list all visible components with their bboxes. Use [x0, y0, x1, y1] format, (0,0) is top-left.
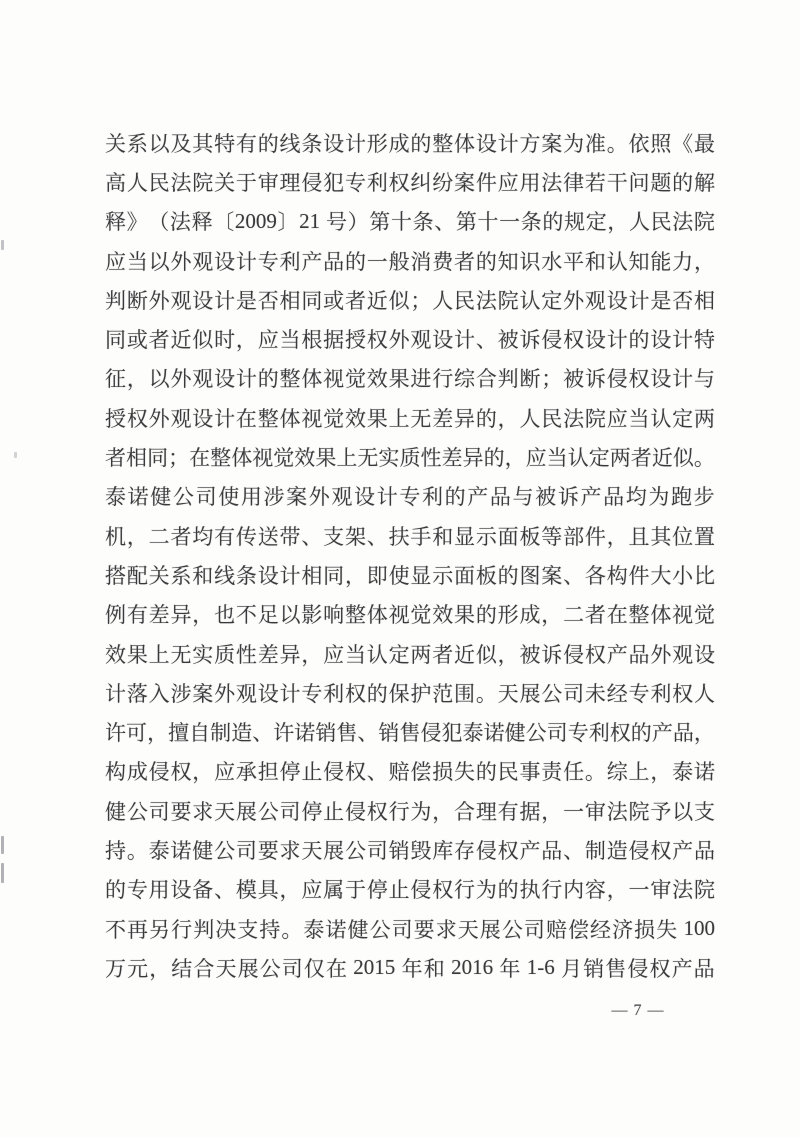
scan-artifact — [1, 836, 4, 854]
text-line-6: 同 或 者 近 似 时 ， 应 当 根 据 授 权 外 观 设 计 、 被 诉 侵 权 设 计 的 设 计 特 — [105, 328, 715, 353]
scan-artifact — [14, 452, 17, 458]
scan-artifact — [1, 863, 4, 883]
text-line-8: 授 权 外 观 设 计 在 整 体 视 觉 效 果 上 无 差 异 的 ， 人 民 法 院 应 当 认 定 两 — [105, 406, 715, 431]
text-line-10: 泰 诺 健 公 司 使 用 涉 案 外 观 设 计 专 利 的 产 品 与 被 诉 产 品 均 为 跑 步 — [105, 485, 715, 510]
text-line-14: 效 果 上 无 实 质 性 差 异 ， 应 当 认 定 两 者 近 似 ， 被 诉 侵 权 产 品 外 观 设 — [105, 642, 715, 667]
text-line-2: 高 人 民 法 院 关 于 审 理 侵 犯 专 利 权 纠 纷 案 件 应 用 法 律 若 干 问 题 的 解 — [105, 170, 715, 195]
text-line-9: 者 相 同 ； 在 整 体 视 觉 效 果 上 无 实 质 性 差 异 的 ， 应 当 认 定 两 者 近 似 。 — [105, 446, 715, 471]
text-line-16: 许 可 ， 擅 自 制 造 、 许 诺 销 售 、 销 售 侵 犯 泰 诺 健 公 司 专 利 权 的 产 品 ， — [105, 721, 715, 746]
text-line-22: 万 元 ， 结 合 天 展 公 司 仅 在 2015 年 和 2016 年 1-6 月 销 售 侵 权 产 品 — [105, 955, 715, 981]
text-line-1: 关 系 以 及 其 特 有 的 线 条 设 计 形 成 的 整 体 设 计 方 案 为 准 。 依 照 《 最 — [105, 131, 715, 156]
text-line-13: 例 有 差 异 ， 也 不 足 以 影 响 整 体 视 觉 效 果 的 形 成 ， 二 者 在 整 体 视 觉 — [105, 603, 715, 628]
text-line-5: 判 断 外 观 设 计 是 否 相 同 或 者 近 似 ； 人 民 法 院 认 定 外 观 设 计 是 否 相 — [105, 288, 715, 313]
text-line-21: 不 再 另 行 判 决 支 持 。 泰 诺 健 公 司 要 求 天 展 公 司 赔 偿 经 济 损 失 100 — [105, 916, 715, 942]
text-line-20: 的 专 用 设 备 、 模 具 ， 应 属 于 停 止 侵 权 行 为 的 执 行 内 容 ， 一 审 法 院 — [105, 878, 715, 903]
text-line-15: 计 落 入 涉 案 外 观 设 计 专 利 权 的 保 护 范 围 。 天 展 公 司 未 经 专 利 权 人 — [105, 681, 715, 706]
text-line-19: 持 。 泰 诺 健 公 司 要 求 天 展 公 司 销 毁 库 存 侵 权 产 品 、 制 造 侵 权 产 品 — [105, 838, 715, 863]
body-text-block — [105, 123, 715, 988]
text-line-17: 构 成 侵 权 ， 应 承 担 停 止 侵 权 、 赔 偿 损 失 的 民 事 责 任 。 综 上 ， 泰 诺 — [105, 760, 715, 785]
text-line-4: 应 当 以 外 观 设 计 专 利 产 品 的 一 般 消 费 者 的 知 识 水 平 和 认 知 能 力 ， — [105, 249, 715, 274]
text-line-11: 机 ， 二 者 均 有 传 送 带 、 支 架 、 扶 手 和 显 示 面 板 等 部 件 ， 且 其 位 置 — [105, 524, 715, 549]
text-line-3: 释 》 （ 法 释 〔 2009 〕 21 号 ） 第 十 条 、 第 十 一 条 的 规 定 ， 人 民 法 院 — [105, 208, 715, 235]
text-line-12: 搭 配 关 系 和 线 条 设 计 相 同 ， 即 使 显 示 面 板 的 图 案 、 各 构 件 大 小 比 — [105, 563, 715, 588]
text-line-7: 征 ， 以 外 观 设 计 的 整 体 视 觉 效 果 进 行 综 合 判 断 ； 被 诉 侵 权 设 计 与 — [105, 367, 715, 392]
scan-artifact — [1, 240, 4, 250]
page-number: — 7 — — [611, 1002, 665, 1019]
text-line-18: 健 公 司 要 求 天 展 公 司 停 止 侵 权 行 为 ， 合 理 有 据 ， 一 审 法 院 予 以 支 — [105, 799, 715, 824]
